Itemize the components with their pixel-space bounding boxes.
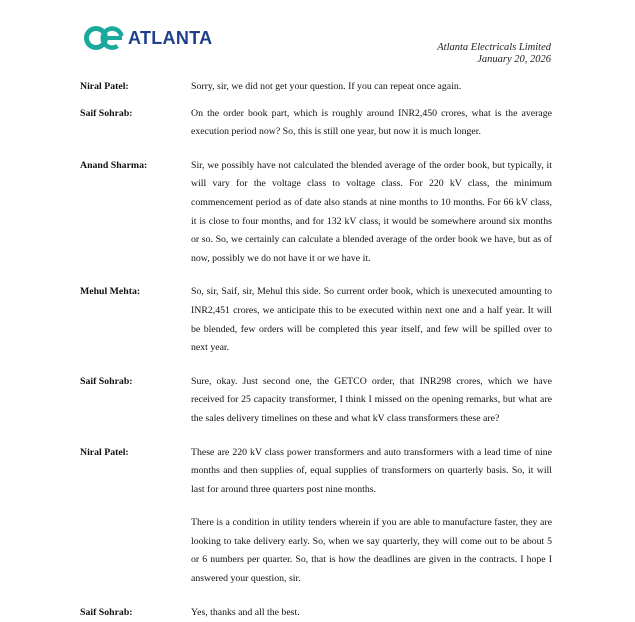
company-logo: [84, 25, 212, 51]
transcript-entry: [80, 78, 552, 97]
speech-paragraph: So, sir, Saif, sir, Mehul this side. So current order book, which is unexecuted amounting to INR2,451 crores, we anticipate this to be executed within next one and a half year. It will be blended, few orders will be completed this year itself, and few will be spilled over to next year.: [191, 286, 552, 354]
speech: [191, 105, 552, 142]
speech-paragraph: Yes, thanks and all the best.: [191, 606, 300, 618]
transcript-entry: [80, 105, 552, 142]
speech: [191, 604, 552, 622]
speech-paragraph: Sorry, sir, we did not get your question. If you can repeat once again.: [191, 81, 462, 92]
speech-paragraph: Sir, we possibly have not calculated the blended average of the order book, but typically, it will vary for the voltage class to voltage class. For 220 kV class, the minimum commencement period as of date also stands at nine months to 10 months. For 66 kV class, it is close to four months, and for 132 kV class, it would be somewhere around six months or so. So, we certainly can calculate a blended average of the order book we have, but as of now, possibly we do not have it or we have it.: [191, 159, 552, 264]
transcript: [80, 78, 552, 622]
transcript-entry: [80, 283, 552, 357]
speaker-name: Saif Sohrab:: [80, 107, 133, 119]
company-block: [437, 42, 551, 66]
speech: [191, 283, 552, 357]
speech: [191, 444, 552, 589]
speech: [191, 78, 552, 97]
speaker-name: Saif Sohrab:: [80, 375, 133, 387]
atlanta-logo-icon: [84, 25, 124, 51]
transcript-entry: [80, 373, 552, 429]
speaker-name: Niral Patel:: [80, 446, 129, 458]
document-date: January 20, 2026: [477, 54, 551, 65]
company-name: Atlanta Electricals Limited: [437, 42, 551, 53]
speaker-name: Mehul Mehta:: [80, 286, 141, 298]
transcript-entry: [80, 157, 552, 269]
speech: [191, 373, 552, 429]
transcript-entry: [80, 604, 552, 622]
page-header: [0, 0, 635, 70]
speaker-name: Anand Sharma:: [80, 159, 148, 171]
speech-paragraph: There is a condition in utility tenders wherein if you are able to manufacture faster, they are looking to take delivery early. So, when we say quarterly, they will come out to be about 5 or 6 numbers per quarter. So, that is how the deadlines are given in the contracts. I hope I answered your question, sir.: [191, 517, 552, 585]
logo-text: ATLANTA: [128, 27, 213, 48]
transcript-entry: [80, 444, 552, 589]
speech-paragraph: On the order book part, which is roughly around INR2,450 crores, what is the average execution period now? So, this is still one year, but now it is much longer.: [191, 107, 552, 138]
speech: [191, 157, 552, 269]
speech-paragraph: These are 220 kV class power transformers and auto transformers with a lead time of nine months and then supplies of, equal supplies of transformers on quarterly basis. So, it will last for around three quarters post nine months.: [191, 446, 552, 495]
speaker-name: Niral Patel:: [80, 81, 129, 92]
speaker-name: Saif Sohrab:: [80, 606, 133, 618]
speech-paragraph: Sure, okay. Just second one, the GETCO order, that INR298 crores, which we have received for 25 capacity transformer, I think I missed on the opening remarks, but what are the sales delivery timelines on these and what kV class transformers these are?: [191, 375, 552, 424]
